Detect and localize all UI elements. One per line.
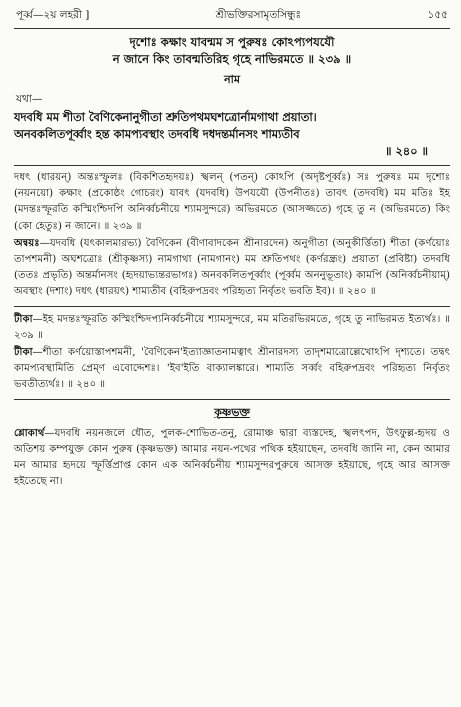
divider <box>14 306 450 307</box>
tika-label: টীকা <box>14 312 33 325</box>
section-heading-naam: নাম <box>224 73 240 86</box>
header-section-label: পূর্ব্ব—২য় লহরী ] <box>16 9 90 21</box>
verse-240 <box>14 109 450 160</box>
tika-text: —ইহ মদন্তঃস্ফূরতি কস্মিংশ্চিদপ্যনির্ব্বচনীয়ে শ্যামসুন্দরে, মম মতিরভিরমতে, গৃহে তু নাভিরমত ইত্যর্থঃ। ॥ ২৩৯ ॥ <box>14 313 450 341</box>
anvaya-text: —যদবধি (যৎকালমারভ্য) বৈণিকেন (বীণাবাদকেন শ্রীনারদেন) অনুগীতা (অনুকীর্ত্তিতা) শীতা (কর্ণয়োঃ তাপশমনী) অঘশত্রোঃ (শ্রীকৃষ্ণস্য) নামগাথা (নামগানং) মম শ্রুতিপথং (কর্ণরন্ধ্রং) প্রয়াতা (প্রবিষ্টা) তদবধি (ততঃ প্রভৃতি) অন্তর্মানসং (হৃদয়াভ্যন্তরভাগঃ) অনবকলিতপূর্ব্বাং (পূর্ব্বম অননুভূতাং) কামপি (অনির্ব্বচনীয়াম্) অবস্থাং (দশাং) দধৎ (ধারয়ৎ) শাম্যতীব (বহিরুপদ্রবং পরিহৃত্য নির্বৃতং ভবতি ইব)। ॥ ২৪০ ॥ <box>14 237 450 298</box>
shlokartha-paragraph <box>14 425 450 491</box>
page-header <box>14 8 450 29</box>
section-heading-krishnabhakta: কৃষ্ণভক্ত <box>214 405 250 419</box>
divider <box>14 399 450 400</box>
verse-line: অনবকলিতপূর্ব্বাং হন্ত কামপ্যবস্থাং তদবধি দধদন্তর্মানসং শাম্যতীব <box>14 127 300 141</box>
shlokartha-text: —যদবধি নয়নজলে ধৌত, পুলক-শোভিত-তনু, রোমাঞ্চ দ্বারা ব্যস্তদেহ, স্খলৎপদ, উৎফুল্ল-হৃদয় ও অতিশয় কম্পযুক্ত কোন পুরুষ (কৃষ্ণভক্ত) আমার নয়ন-পথের পথিক হইয়াছেন, তদবধি জানি না, কেন আমার মন আমার হৃদয়ে স্ফূর্ত্তিপ্রাপ্ত কোন এক অনির্ব্বচনীয় শ্যামসুন্দরপুরুষে আসক্ত হইয়াছে, গৃহে আর আসক্ত হইতেছে না। <box>14 427 450 488</box>
tika-label: টীকা <box>14 346 33 359</box>
tika-239 <box>14 311 450 344</box>
anvaya-label: অন্বয়ঃ <box>14 236 40 249</box>
verse-line: দৃশোঃ কক্ষাং যাবন্মম স পুরুষঃ কোঽপ্যপযযৌ <box>129 35 335 49</box>
verse-line: ন জানে কিং তাবন্মতিরিহ গৃহে নাভিরমতে ॥ ২৩৯ ॥ <box>112 52 352 66</box>
header-book-title: শ্রীভক্তিরসামৃতসিন্ধুঃ <box>215 9 302 21</box>
page-number: ১৫৫ <box>427 9 448 21</box>
tika-240 <box>14 344 450 394</box>
document-page <box>14 8 450 490</box>
tika-text: —শীতা কর্ণয়োস্তাপশমনী, 'বৈণিকেন'ইত্যাজ্ঞাতনামত্বাৎ শ্রীনারদস্য তাদৃশমাত্রোল্লেখোঽপি দৃশ্যতে। তদ্বৎ কামপ্যবস্থামিতি প্রেম্ণ এবোদ্দেশঃ। 'ইব'ইতি বাক্যালঙ্কারে। শাম্যতি সর্ব্বং বহিরুপদ্রবং পরিহৃত্য নির্বৃতং ভবতীত্যর্থঃ। ॥ ২৪০ ॥ <box>14 347 450 391</box>
word-meaning-239: দধৎ (ধারয়ন্) অন্তঃস্ফুলঃ (বিকশিতহৃদয়ঃ) স্খলন্ (পতন্) কোঽপি (অদৃষ্টপূর্ব্বঃ) সঃ পুরুষঃ মম দৃশোঃ (নয়নয়ো) কক্ষাং (প্রকোষ্ঠং গোচরং) যাবৎ (যদবধি) উপযযৌ (উপনীতঃ) তাবৎ (তদবধি) মম মতিঃ ইহ (মদন্তঃস্ফূরতি কস্মিংশ্চিদপি অনির্ব্বচনীয়ে শ্যামসুন্দরে) অভিরমতে (আসজ্জতে) গৃহে তু ন (অভিরমতে) কিং (কো হেতুঃ) ন জানে। ॥ ২৩৯ ॥ <box>14 172 450 232</box>
anvaya-paragraph <box>14 235 450 301</box>
verse-line: যদবধি মম শীতা বৈণিকেনানুগীতা শ্রুতিপথমঘশত্রোর্নামগাথা প্রয়াতা। <box>14 110 317 124</box>
verse-number: ॥ ২৪০ ॥ <box>384 144 428 158</box>
verse-239 <box>14 34 450 68</box>
divider <box>14 165 450 166</box>
shlokartha-label: শ্লোকার্থ <box>14 426 45 439</box>
yatha-label: যথা— <box>16 93 43 105</box>
